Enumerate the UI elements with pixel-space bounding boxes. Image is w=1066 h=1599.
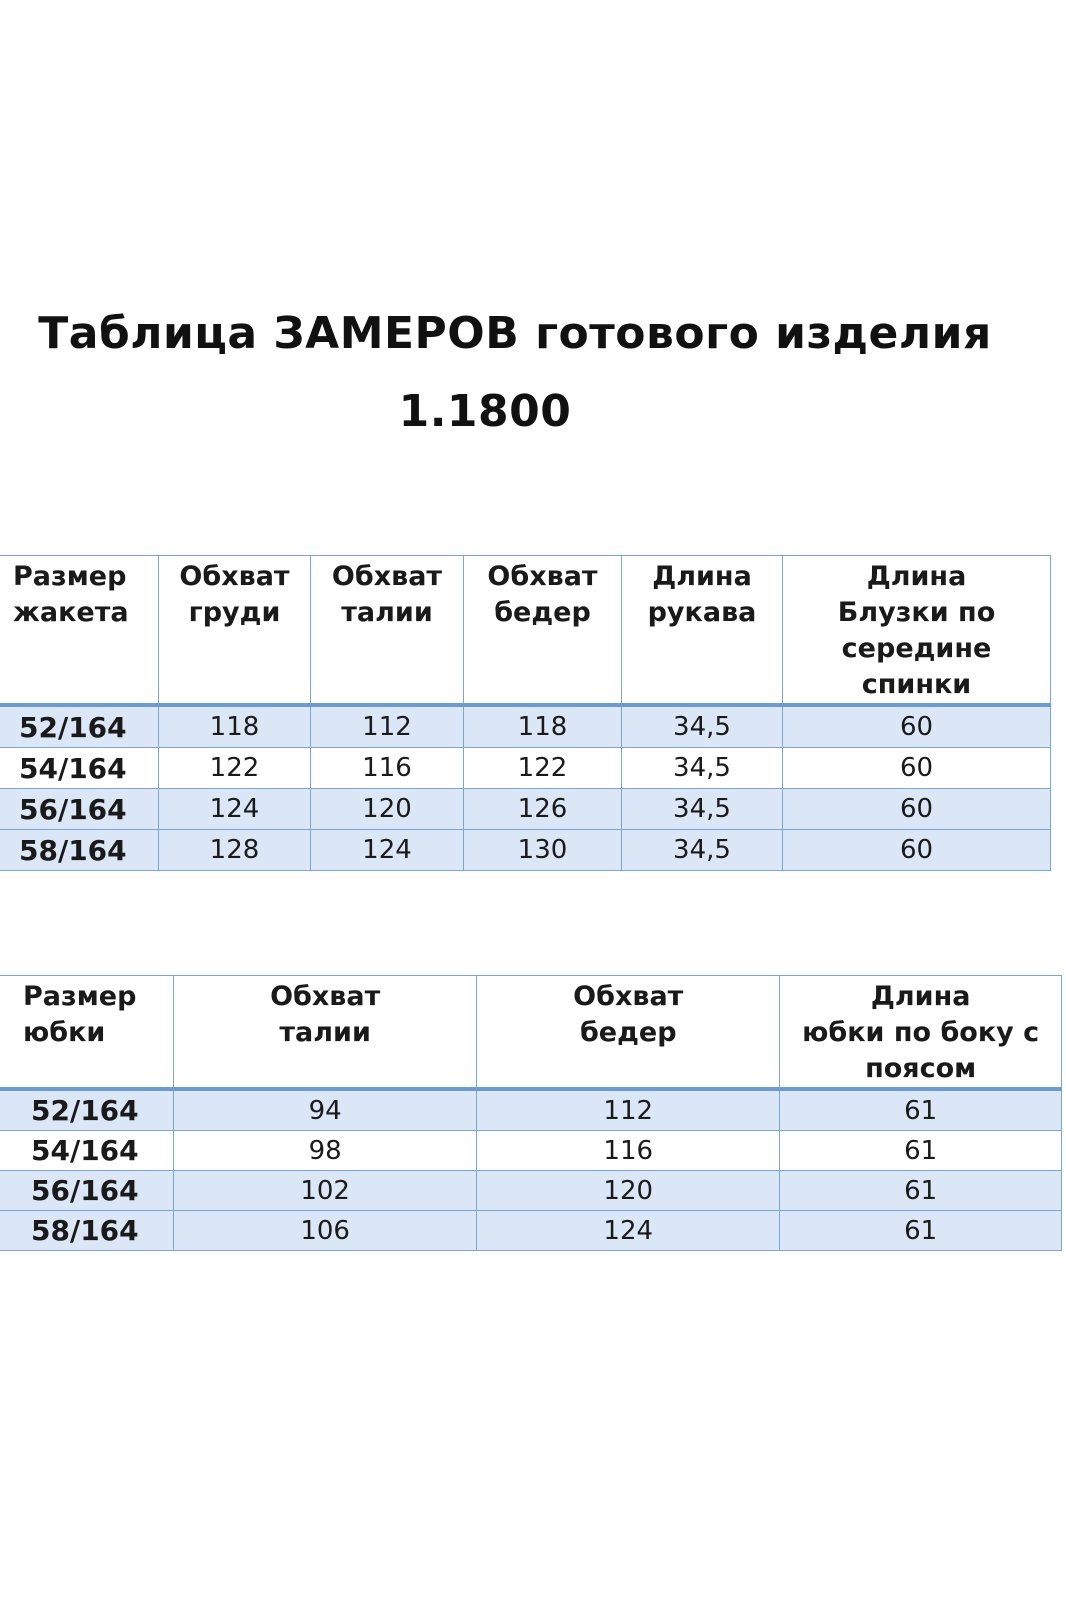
table-row: [0, 789, 1051, 830]
table-row: [0, 748, 1051, 789]
skirt-measurements-table: [0, 975, 1062, 1251]
jacket-measurements-table: [0, 555, 1051, 871]
value-cell: 112: [477, 1089, 780, 1131]
table-row: [0, 1131, 1062, 1171]
table-header-row: [0, 556, 1051, 706]
header-hip-girth: Обхват бедер: [477, 976, 780, 1090]
header-jacket-size: Размер жакета: [0, 556, 159, 706]
table-row: [0, 1089, 1062, 1131]
value-cell: 128: [159, 830, 311, 871]
header-waist-girth: Обхват талии: [174, 976, 477, 1090]
header-hip-girth: Обхват бедер: [464, 556, 622, 706]
value-cell: 60: [783, 830, 1051, 871]
value-cell: 126: [464, 789, 622, 830]
header-waist-girth: Обхват талии: [311, 556, 464, 706]
size-cell: 52/164: [0, 1089, 174, 1131]
value-cell: 130: [464, 830, 622, 871]
header-sleeve-length: Длина рукава: [622, 556, 783, 706]
value-cell: 122: [464, 748, 622, 789]
header-blouse-length: Длина Блузки по середине спинки: [783, 556, 1051, 706]
table-header-row: [0, 976, 1062, 1090]
value-cell: 34,5: [622, 748, 783, 789]
value-cell: 124: [311, 830, 464, 871]
value-cell: 118: [159, 705, 311, 748]
value-cell: 34,5: [622, 705, 783, 748]
value-cell: 102: [174, 1171, 477, 1211]
table-row: [0, 705, 1051, 748]
value-cell: 124: [477, 1211, 780, 1251]
size-cell: 58/164: [0, 830, 159, 871]
value-cell: 124: [159, 789, 311, 830]
value-cell: 61: [780, 1171, 1062, 1211]
header-chest-girth: Обхват груди: [159, 556, 311, 706]
value-cell: 120: [477, 1171, 780, 1211]
table-row: [0, 1171, 1062, 1211]
header-skirt-length: Длина юбки по боку с поясом: [780, 976, 1062, 1090]
table-row: [0, 1211, 1062, 1251]
value-cell: 60: [783, 705, 1051, 748]
size-cell: 56/164: [0, 789, 159, 830]
value-cell: 60: [783, 748, 1051, 789]
value-cell: 61: [780, 1089, 1062, 1131]
value-cell: 34,5: [622, 789, 783, 830]
size-cell: 56/164: [0, 1171, 174, 1211]
size-cell: 54/164: [0, 1131, 174, 1171]
size-cell: 52/164: [0, 705, 159, 748]
size-cell: 54/164: [0, 748, 159, 789]
header-skirt-size: Размер юбки: [0, 976, 174, 1090]
value-cell: 61: [780, 1131, 1062, 1171]
value-cell: 60: [783, 789, 1051, 830]
table-row: [0, 830, 1051, 871]
value-cell: 116: [311, 748, 464, 789]
document-title: Таблица ЗАМЕРОВ готового изделия: [38, 308, 992, 359]
value-cell: 94: [174, 1089, 477, 1131]
value-cell: 118: [464, 705, 622, 748]
value-cell: 61: [780, 1211, 1062, 1251]
value-cell: 98: [174, 1131, 477, 1171]
size-cell: 58/164: [0, 1211, 174, 1251]
value-cell: 122: [159, 748, 311, 789]
article-number: 1.1800: [398, 386, 572, 437]
value-cell: 116: [477, 1131, 780, 1171]
value-cell: 120: [311, 789, 464, 830]
value-cell: 34,5: [622, 830, 783, 871]
value-cell: 112: [311, 705, 464, 748]
value-cell: 106: [174, 1211, 477, 1251]
